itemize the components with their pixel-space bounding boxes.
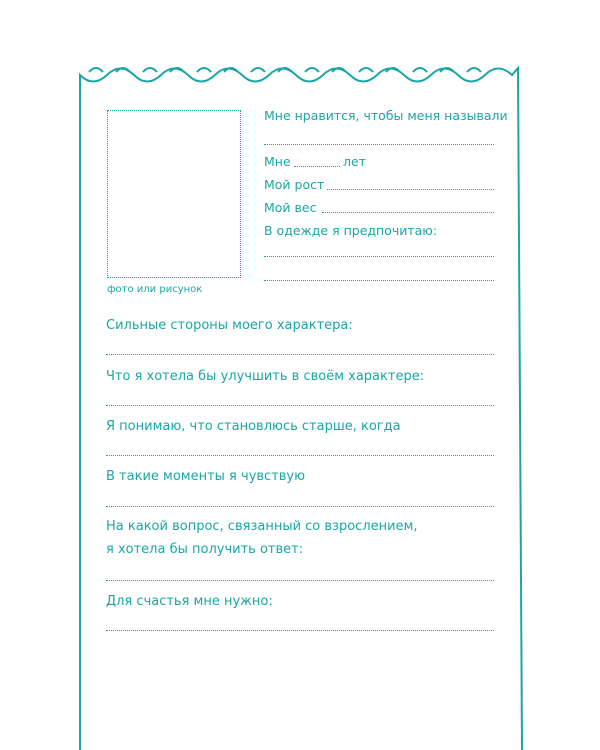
age-line[interactable] bbox=[294, 166, 340, 167]
strengths-label: Сильные стороны моего характера: bbox=[106, 318, 353, 333]
happiness-line[interactable] bbox=[106, 630, 494, 631]
growing-up-line[interactable] bbox=[106, 455, 494, 456]
height-label: Мой рост bbox=[264, 177, 325, 192]
happiness-label: Для счастья мне нужно: bbox=[106, 594, 273, 609]
photo-caption: фото или рисунок bbox=[107, 284, 203, 295]
nickname-label: Мне нравится, чтобы меня называли bbox=[264, 108, 508, 123]
age-prefix: Мне bbox=[264, 154, 291, 169]
improve-line[interactable] bbox=[106, 405, 494, 406]
clothes-line-2[interactable] bbox=[264, 280, 494, 281]
feelings-label: В такие моменты я чувствую bbox=[106, 469, 306, 484]
weight-label: Мой вес bbox=[264, 200, 317, 215]
height-line[interactable] bbox=[327, 189, 494, 190]
question-label-line2: я хотела бы получить ответ: bbox=[106, 542, 304, 557]
improve-label: Что я хотела бы улучшить в своём характере: bbox=[106, 369, 425, 384]
growing-up-label: Я понимаю, что становлюсь старше, когда bbox=[106, 419, 401, 434]
question-label-line1: На какой вопрос, связанный со взрослением, bbox=[106, 519, 418, 534]
feelings-line[interactable] bbox=[106, 506, 494, 507]
question-line[interactable] bbox=[106, 580, 494, 581]
weight-line[interactable] bbox=[322, 212, 494, 213]
nickname-line[interactable] bbox=[264, 144, 494, 145]
clothes-line-1[interactable] bbox=[264, 256, 494, 257]
strengths-line[interactable] bbox=[106, 354, 494, 355]
clothes-label: В одежде я предпочитаю: bbox=[264, 223, 438, 238]
photo-frame[interactable] bbox=[107, 110, 241, 278]
age-suffix: лет bbox=[343, 154, 366, 169]
